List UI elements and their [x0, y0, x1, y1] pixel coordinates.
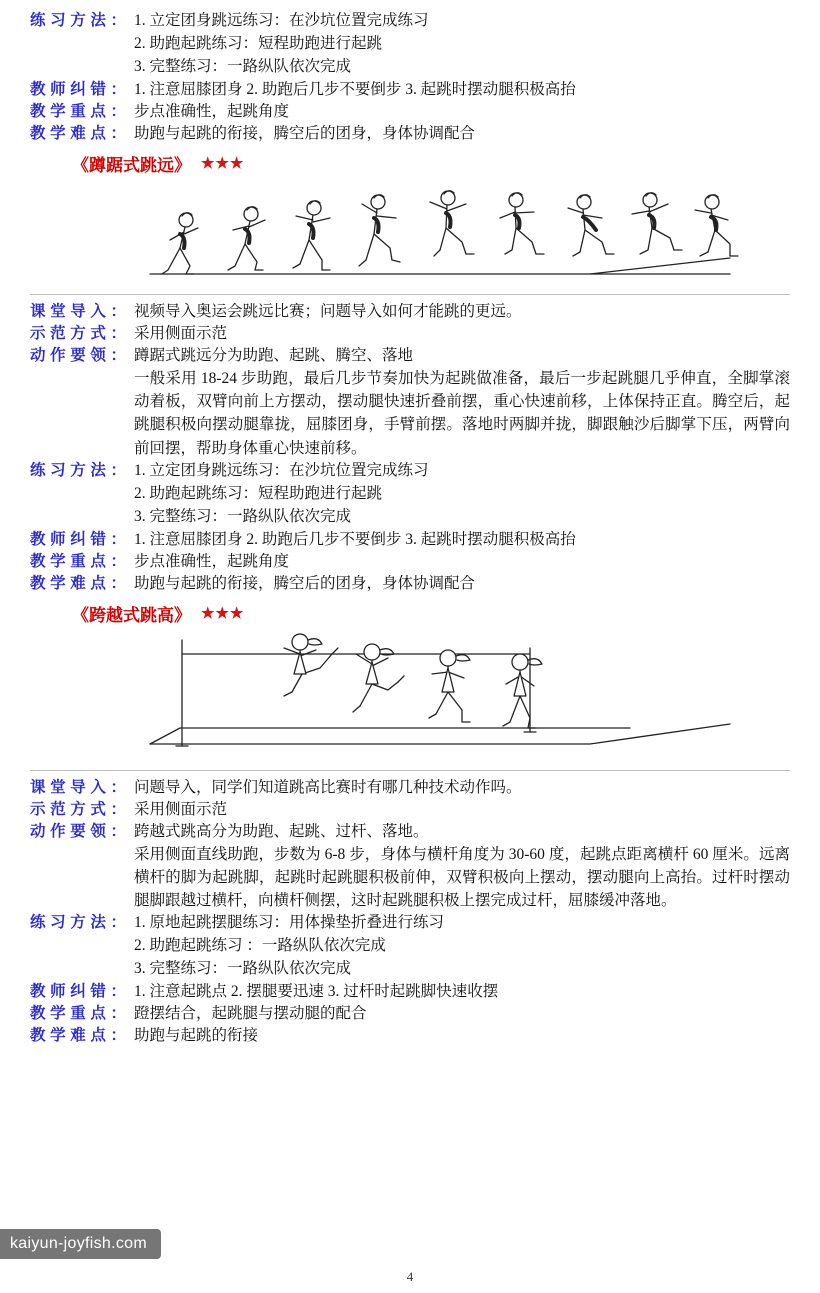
long-jump-intro-row: [30, 301, 790, 323]
high-jump-focus-text: 蹬摆结合，起跳腿与摆动腿的配合: [134, 1005, 367, 1023]
practice-method-line-3: 3. 完整练习：一路纵队依次完成: [134, 57, 352, 75]
high-jump-practice-line-2: 2. 助跑起跳练习 ：一路纵队依次完成: [134, 937, 386, 955]
practice-method-line-2: 2. 助跑起跳练习：短程助跑进行起跳: [134, 34, 383, 52]
teacher-correction-label: 教师纠错：: [30, 80, 126, 98]
long-jump-practice-row: [30, 460, 790, 483]
long-jump-keypoints-paragraph: 一般采用 18-24 步助跑，最后几步节奏加快为起跳做准备，最后一步起跳腿几乎伸直，全脚掌滚动着板，双臂向前上方摆动，摆动腿快速折叠前摆，重心快速前移，上体保持正直。腾空后，起跳腿积极向摆动腿靠拢，屈膝团身，手臂前摆。落地时两脚并拢，脚跟触沙后脚掌下压，两臂向前回摆，帮助身体重心快速前移。: [134, 369, 790, 457]
long-jump-focus-row: [30, 551, 790, 573]
high-jump-keypoints-label: 动作要领：: [30, 822, 126, 840]
teaching-focus-row: [30, 101, 790, 123]
long-jump-keypoints-label: 动作要领：: [30, 346, 126, 364]
high-jump-difficulty-row: [30, 1025, 790, 1047]
high-jump-practice-row: [30, 912, 790, 935]
high-jump-keypoints-row: [30, 821, 790, 843]
practice-method-label: 练习方法：: [30, 12, 126, 29]
teaching-difficulty-row: [30, 123, 790, 145]
high-jump-rating-stars: ★★★: [201, 605, 245, 622]
long-jump-focus-text: 步点准确性，起跳角度: [134, 552, 290, 570]
long-jump-keypoints-row: [30, 345, 790, 367]
long-jump-practice-line-1: 1. 立定团身跳远练习：在沙坑位置完成练习: [134, 461, 429, 479]
high-jump-correction-text: 1. 注意起跳点 2. 摆腿要迅速 3. 过杆时起跳脚快速收摆: [134, 983, 499, 1001]
long-jump-practice-line-3: 3. 完整练习：一路纵队依次完成: [134, 507, 352, 525]
long-jump-demo-label: 示范方式：: [30, 324, 126, 342]
practice-method-line-1: 1. 立定团身跳远练习：在沙坑位置完成练习: [134, 12, 429, 29]
high-jump-details: [30, 777, 790, 1048]
teaching-focus-text: 步点准确性，起跳角度: [134, 102, 290, 120]
long-jump-correction-text: 1. 注意屈膝团身 2. 助跑后几步不要倒步 3. 起跳时摆动腿积极高抬: [134, 530, 576, 548]
high-jump-focus-label: 教学重点：: [30, 1005, 126, 1023]
high-jump-keypoints-paragraph: 采用侧面直线助跑，步数为 6-8 步，身体与横杆角度为 30-60 度，起跳点距离横杆 60 厘米。远离横杆的脚为起跳脚，起跳时起跳腿积极前伸，双臂积极向上摆动，摆动腿向上高抬。过杆时摆动腿脚跟越过横杆，向横杆侧摆，这时起跳腿积极上摆完成过杆，屈膝缓冲落地。: [134, 845, 790, 910]
high-jump-correction-label: 教师纠错：: [30, 983, 126, 1001]
long-jump-practice-line-2: 2. 助跑起跳练习：短程助跑进行起跳: [134, 484, 383, 502]
long-jump-demo-row: [30, 323, 790, 345]
teacher-correction-row: [30, 79, 790, 101]
long-jump-practice-label: 练习方法：: [30, 461, 126, 479]
long-jump-difficulty-text: 助跑与起跳的衔接，腾空后的团身，身体协调配合: [134, 574, 476, 592]
teacher-correction-text: 1. 注意屈膝团身 2. 助跑后几步不要倒步 3. 起跳时摆动腿积极高抬: [134, 80, 576, 98]
teaching-focus-label: 教学重点：: [30, 102, 126, 120]
long-jump-rating-stars: ★★★: [201, 155, 245, 172]
long-jump-difficulty-row: [30, 573, 790, 595]
long-jump-sequence-illustration: [30, 178, 790, 290]
high-jump-focus-row: [30, 1003, 790, 1025]
high-jump-intro-text: 问题导入，同学们知道跳高比赛时有哪几种技术动作吗。: [134, 778, 522, 796]
long-jump-section-title: [72, 151, 790, 176]
long-jump-correction-row: [30, 529, 790, 551]
high-jump-section-title: [72, 601, 790, 626]
high-jump-practice-line-1: 1. 原地起跳摆腿练习：用体操垫折叠进行练习: [134, 914, 445, 932]
high-jump-difficulty-text: 助跑与起跳的衔接: [134, 1027, 259, 1045]
divider-high-jump: [30, 770, 790, 771]
page-number: 4: [406, 1269, 414, 1284]
high-jump-demo-row: [30, 799, 790, 821]
top-section: [30, 10, 790, 145]
high-jump-practice-label: 练习方法：: [30, 914, 126, 932]
high-jump-intro-label: 课堂导入：: [30, 778, 126, 796]
long-jump-intro-text: 视频导入奥运会跳远比赛；问题导入如何才能跳的更远。: [134, 302, 522, 320]
long-jump-difficulty-label: 教学难点：: [30, 574, 126, 592]
divider-long-jump: [30, 294, 790, 295]
long-jump-details: [30, 301, 790, 595]
long-jump-title-text: 《蹲踞式跳远》: [72, 155, 191, 175]
watermark: kaiyun-joyfish.com: [0, 1229, 161, 1259]
practice-method-row: [30, 10, 790, 33]
teaching-difficulty-text: 助跑与起跳的衔接，腾空后的团身，身体协调配合: [134, 124, 476, 142]
long-jump-focus-label: 教学重点：: [30, 552, 126, 570]
long-jump-demo-text: 采用侧面示范: [134, 324, 228, 342]
high-jump-correction-row: [30, 981, 790, 1003]
high-jump-sequence-illustration: [30, 628, 790, 766]
long-jump-correction-label: 教师纠错：: [30, 530, 126, 548]
long-jump-intro-label: 课堂导入：: [30, 302, 126, 320]
high-jump-practice-line-3: 3. 完整练习：一路纵队依次完成: [134, 960, 352, 978]
long-jump-keypoints-text: 蹲踞式跳远分为助跑、起跳、腾空、落地: [134, 346, 414, 364]
high-jump-demo-label: 示范方式：: [30, 800, 126, 818]
high-jump-demo-text: 采用侧面示范: [134, 800, 228, 818]
teaching-difficulty-label: 教学难点：: [30, 124, 126, 142]
high-jump-title-text: 《跨越式跳高》: [72, 605, 191, 625]
high-jump-difficulty-label: 教学难点：: [30, 1027, 126, 1045]
high-jump-intro-row: [30, 777, 790, 799]
high-jump-keypoints-text: 跨越式跳高分为助跑、起跳、过杆、落地。: [134, 822, 429, 840]
